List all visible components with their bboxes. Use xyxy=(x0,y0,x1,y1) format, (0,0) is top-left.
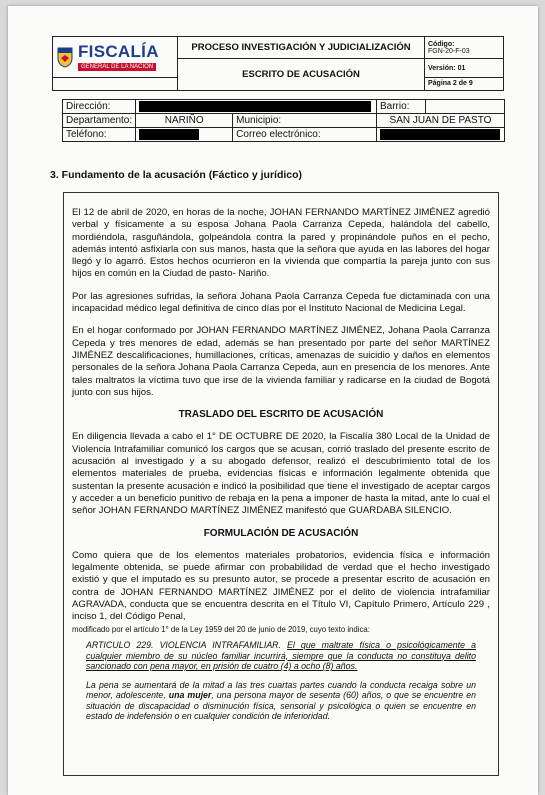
barrio-label: Barrio: xyxy=(376,100,425,114)
document-page xyxy=(8,6,538,795)
page-number: Página 2 de 9 xyxy=(428,80,473,88)
paragraph-text: Como quiera que de los elementos materiales probatorios, evidencia física e información legalmente obtenida, se puede afirmar con probabilidad de verdad que el hecho investigado existió y que el imputado es su presunto autor, se procede a presentar escrito de acusación en contra de JOHAN FERNANDO MARTÍNEZ JIMÉNEZ por el delito de violencia intrafamiliar AGRAVADA, conducta que se encuentra descrita en el Título VI, Capítulo Primero, Artículo 229 , inciso 1, del Código Penal, xyxy=(72,549,490,623)
quote-text: , una persona mayor de sesenta (60) años, o que se encuentre en situación de discapacidad o disminución física, sensorial y psicológica o quien se encuentre en estado de indefensión o en cualquier condición de inferioridad. xyxy=(86,690,476,722)
quote-text: La pena se aumentará de la mitad a las tres cuartas partes cuando la conducta recaiga sobre un menor, adolescente, xyxy=(86,679,476,701)
correo-label: Correo electrónico: xyxy=(233,128,377,142)
contact-info-table xyxy=(62,99,505,142)
subheading-formulacion: FORMULACIÓN DE ACUSACIÓN xyxy=(203,527,359,539)
paragraph: Por las agresiones sufridas, la señora Johana Paola Carranza Cepeda fue dictaminada con una incapacidad médico legal definitiva de cinco días por el Instituto Nacional de Medicina Legal. xyxy=(72,290,490,315)
departamento-label: Departamento: xyxy=(63,114,136,128)
barrio-value xyxy=(425,100,504,114)
version-label: Versión: 01 xyxy=(428,64,466,72)
logo-cell xyxy=(53,37,178,78)
brand-name: FISCALÍA xyxy=(78,41,159,61)
departamento-value: NARIÑO xyxy=(136,114,233,128)
paragraph xyxy=(72,550,490,636)
legal-quote xyxy=(86,640,476,672)
section-title: 3. Fundamento de la acusación (Fáctico y jurídico) xyxy=(50,169,303,181)
municipio-label: Municipio: xyxy=(233,114,377,128)
fiscalia-logo xyxy=(56,43,174,71)
version-cell xyxy=(425,59,504,77)
quote-text: El que maltrate física o psicológicamente a cualquier miembro de su núcleo familiar incurrirá, siempre que la conducta no constituya delito sancionado con pena mayor, en prisión de cuatro (4) a ocho (8) años. xyxy=(86,639,476,672)
paragraph-note: modificado por el artículo 1° de la Ley 1959 del 20 de junio de 2019, cuyo texto indica: xyxy=(72,624,370,634)
redacted-block xyxy=(139,129,199,140)
page-number-cell xyxy=(425,77,504,90)
correo-value xyxy=(376,128,504,142)
document-title: ESCRITO DE ACUSACIÓN xyxy=(178,59,425,91)
direccion-value xyxy=(136,100,377,114)
document-header xyxy=(52,36,504,91)
paragraph: En diligencia llevada a cabo el 1° DE OCTUBRE DE 2020, la Fiscalía 380 Local de la Unidad de Violencia Intrafamiliar comunicó los cargos que se acusan, corrió traslado del presente escrito de acusación al investigado y a su abogado defensor, realizó el descubrimiento total de los elementos materiales de prueba, evidencias físicas e información legalmente obtenida que sustentan la presente acusación e indicó la posibilidad que tiene el investigado de aceptar cargos y acceder a un beneficio punitivo de rebaja en la pena a imponer de hasta la mitad, ante lo cual el señor JOHAN FERNANDO MARTÍNEZ JIMÉNEZ manifestó que GUARDABA SILENCIO. xyxy=(72,431,490,517)
code-label: Código: xyxy=(428,40,455,48)
subheading-traslado: TRASLADO DEL ESCRITO DE ACUSACIÓN xyxy=(178,409,384,421)
redacted-block xyxy=(380,129,500,140)
code-value: FGN-20-F-03 xyxy=(428,47,470,55)
brand-subtitle: GENERAL DE LA NACIÓN xyxy=(78,63,156,71)
legal-quote xyxy=(86,680,476,722)
redacted-block xyxy=(139,101,371,112)
municipio-value: SAN JUAN DE PASTO xyxy=(376,114,504,128)
paragraph: El 12 de abril de 2020, en horas de la noche, JOHAN FERNANDO MARTÍNEZ JIMÉNEZ agredió verbal y físicamente a su esposa Johana Paola Carranza Cepeda, halándola del cabello, mordiéndola, rasguñándola, golpeándola contra la pared y propinándole puños en el pecho, además intentó asfixiarla con sus manos, hasta que la señora que ayuda en las labores del hogar llegó y lo agarró. Estos hechos ocurrieron en la vivienda que compartía la pareja junto con sus hijos en común en la Ciudad de pasto- Nariño. xyxy=(72,207,490,280)
telefono-label: Teléfono: xyxy=(63,128,136,142)
logo-spacer xyxy=(53,77,178,90)
section-content xyxy=(63,192,499,776)
quote-emphasis: una mujer xyxy=(168,690,212,701)
quote-article: ARTICULO 229. VIOLENCIA INTRAFAMILIAR. xyxy=(86,639,281,650)
direccion-label: Dirección: xyxy=(63,100,136,114)
paragraph: En el hogar conformado por JOHAN FERNANDO MARTÍNEZ JIMÉNEZ, Johana Paola Carranza Cepeda y tres menores de edad, además se han presentado por parte del señor MARTÍNEZ JIMÉNEZ descalificaciones, humillaciones, críticas, amenazas de suicidio y daños en elementos personales de la señora Johana Paola Carranza Cepeda, aun en presencia de los menores. Ante tales maltratos la víctima tuvo que irse de la vivienda familiar y radicarse en la ciudad de Bogotá junto con sus hijos. xyxy=(72,325,490,398)
coat-of-arms-icon xyxy=(56,46,74,68)
code-cell xyxy=(425,37,504,59)
telefono-value xyxy=(136,128,233,142)
process-title: PROCESO INVESTIGACIÓN Y JUDICIALIZACIÓN xyxy=(178,37,425,59)
